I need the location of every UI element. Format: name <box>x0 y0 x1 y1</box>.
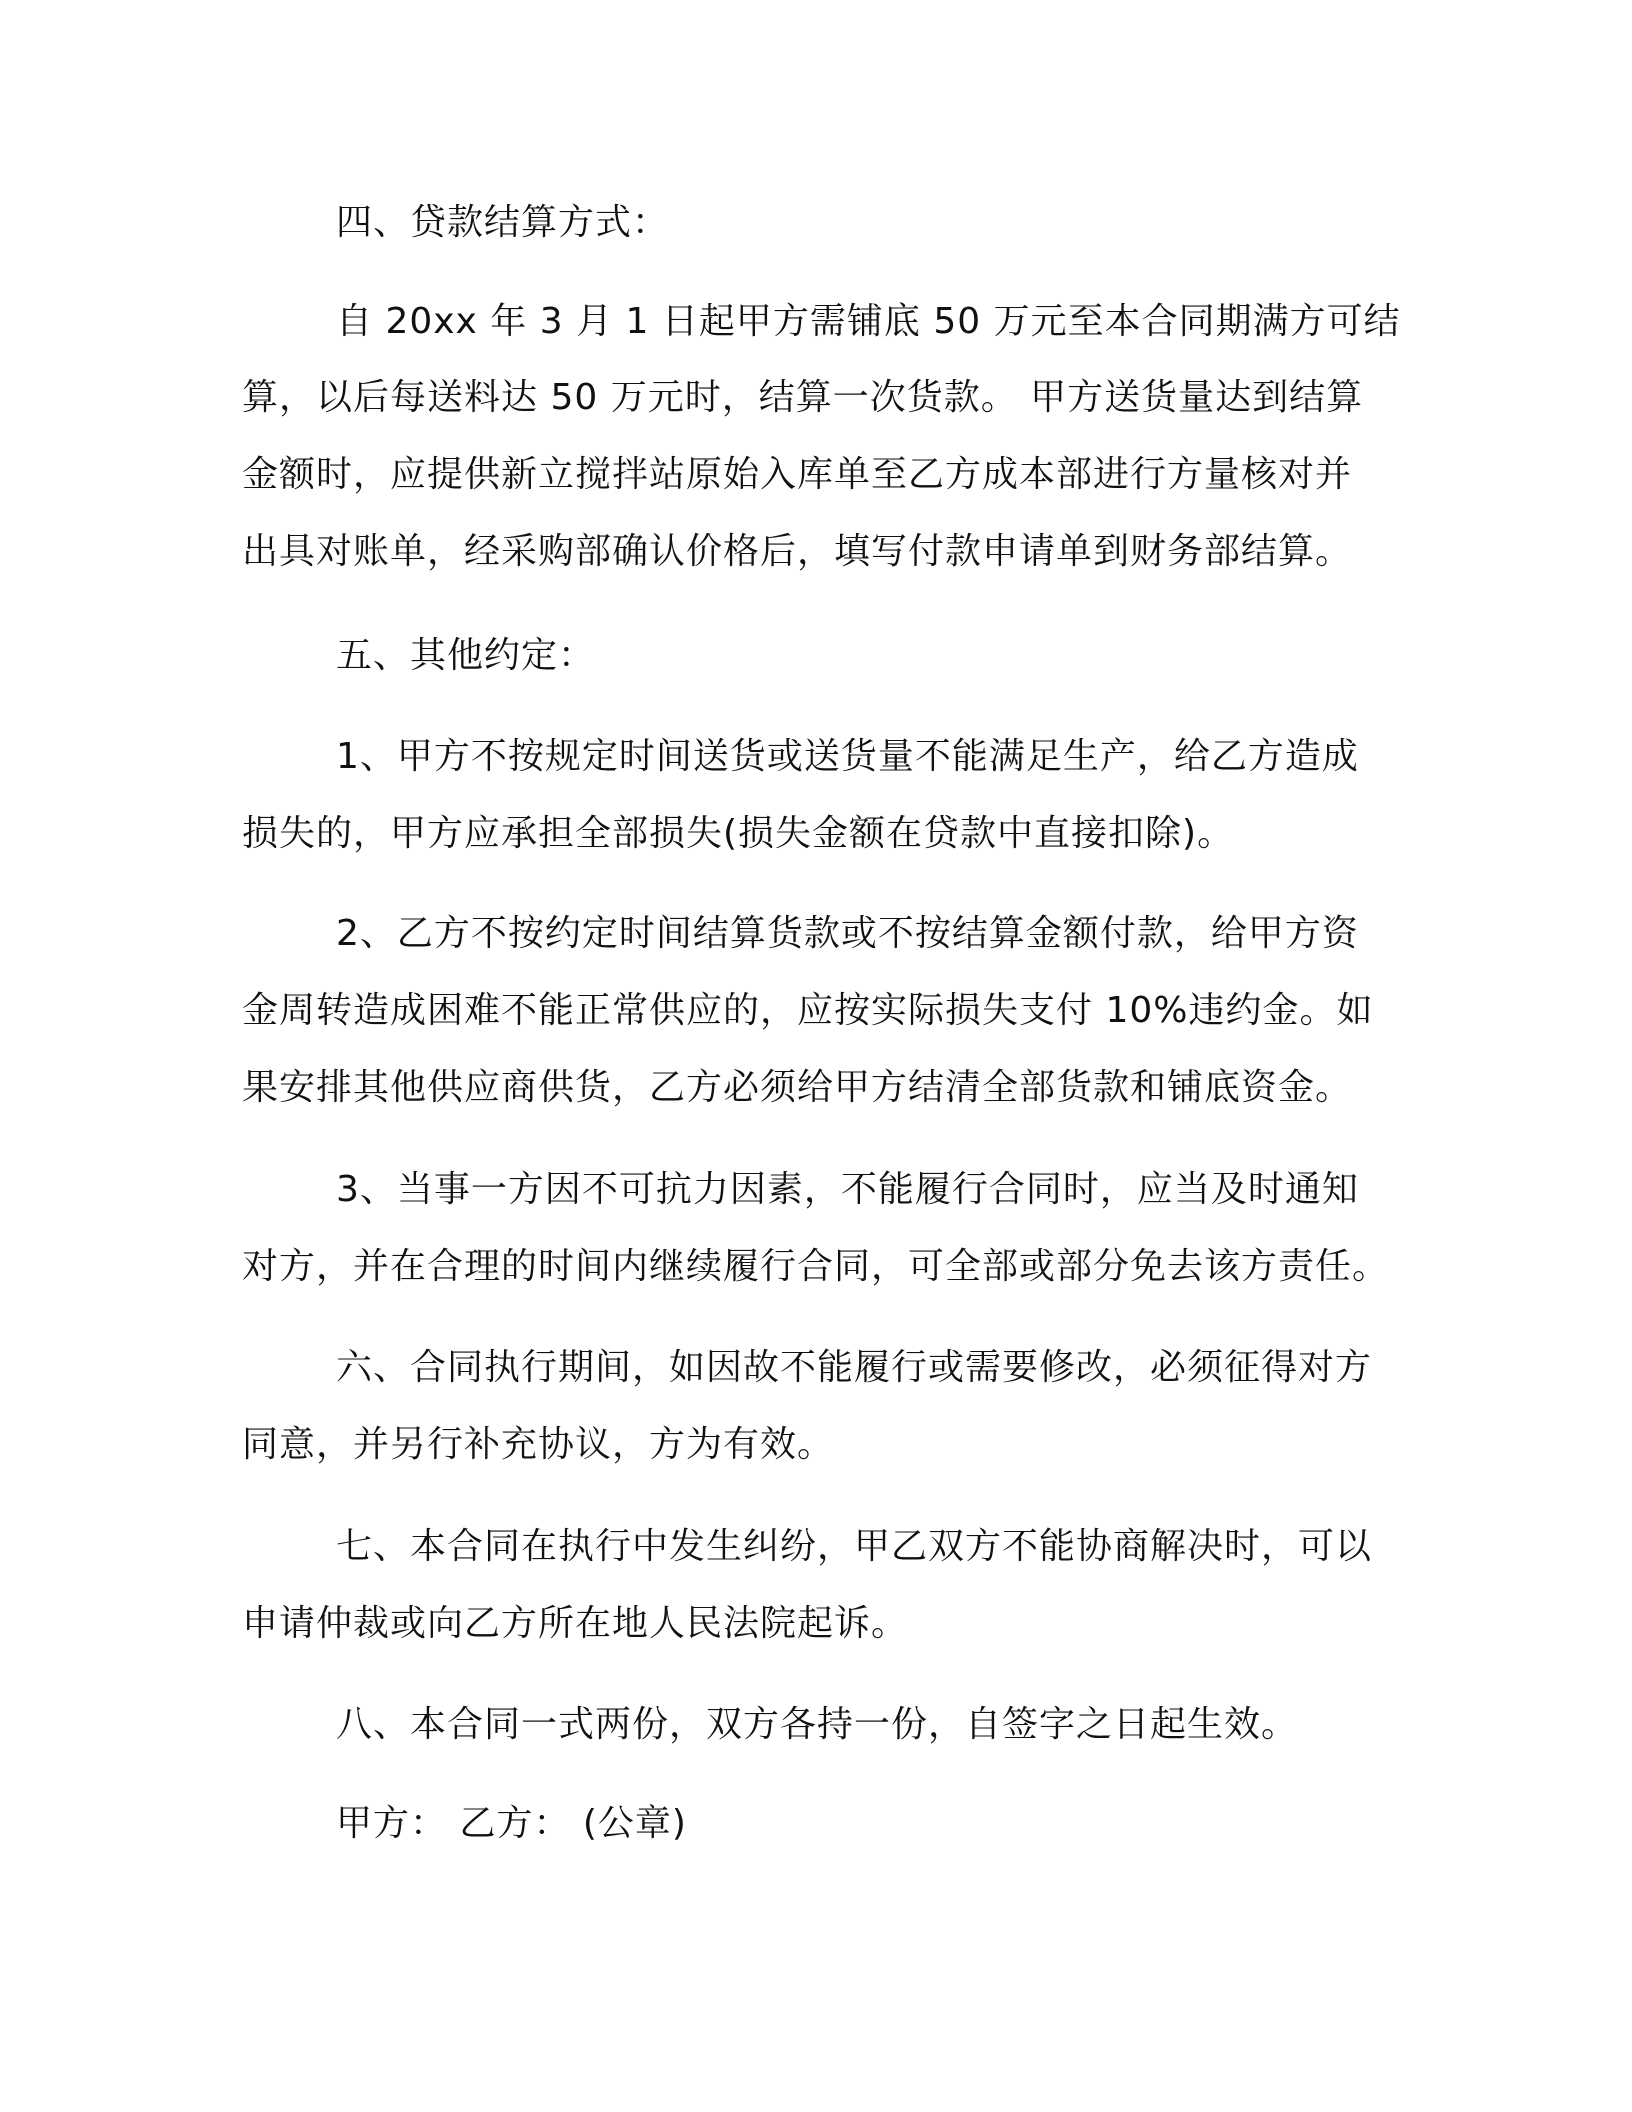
clause-2-line-3: 果安排其他供应商供货，乙方必须给甲方结清全部货款和铺底资金。 <box>242 1067 1353 1108</box>
section-7-line-1: 七、本合同在执行中发生纠纷，甲乙双方不能协商解决时，可以 <box>336 1526 1373 1567</box>
clause-1-line-2: 损失的，甲方应承担全部损失(损失金额在贷款中直接扣除)。 <box>242 813 1235 854</box>
clause-3-line-2: 对方，并在合理的时间内继续履行合同，可全部或部分免去该方责任。 <box>242 1246 1390 1287</box>
section-8-line: 八、本合同一式两份，双方各持一份，自签字之日起生效。 <box>336 1704 1299 1745</box>
clause-3-line-1: 3、当事一方因不可抗力因素，不能履行合同时，应当及时通知 <box>336 1169 1359 1210</box>
section-7-line-2: 申请仲裁或向乙方所在地人民法院起诉。 <box>242 1603 909 1644</box>
section-6-line-2: 同意，并另行补充协议，方为有效。 <box>242 1424 835 1465</box>
section-4-text-line-2: 算，以后每送料达 50 万元时，结算一次货款。 甲方送货量达到结算 <box>242 377 1364 418</box>
section-4-text-line-4: 出具对账单，经采购部确认价格后，填写付款申请单到财务部结算。 <box>242 531 1353 572</box>
section-6-line-1: 六、合同执行期间，如因故不能履行或需要修改，必须征得对方 <box>336 1347 1373 1388</box>
clause-2-line-1: 2、乙方不按约定时间结算货款或不按结算金额付款，给甲方资 <box>336 913 1359 954</box>
clause-2-line-2: 金周转造成困难不能正常供应的，应按实际损失支付 10%违约金。如 <box>242 990 1374 1031</box>
section-5-heading: 五、其他约定： <box>336 635 596 676</box>
section-4-heading: 四、贷款结算方式： <box>336 202 670 243</box>
section-4-text-line-1: 自 20xx 年 3 月 1 日起甲方需铺底 50 万元至本合同期满方可结 <box>336 301 1401 342</box>
signature-line: 甲方： 乙方： (公章) <box>336 1803 687 1844</box>
section-4-text-line-3: 金额时，应提供新立搅拌站原始入库单至乙方成本部进行方量核对并 <box>242 454 1353 495</box>
clause-1-line-1: 1、甲方不按规定时间送货或送货量不能满足生产，给乙方造成 <box>336 736 1359 777</box>
